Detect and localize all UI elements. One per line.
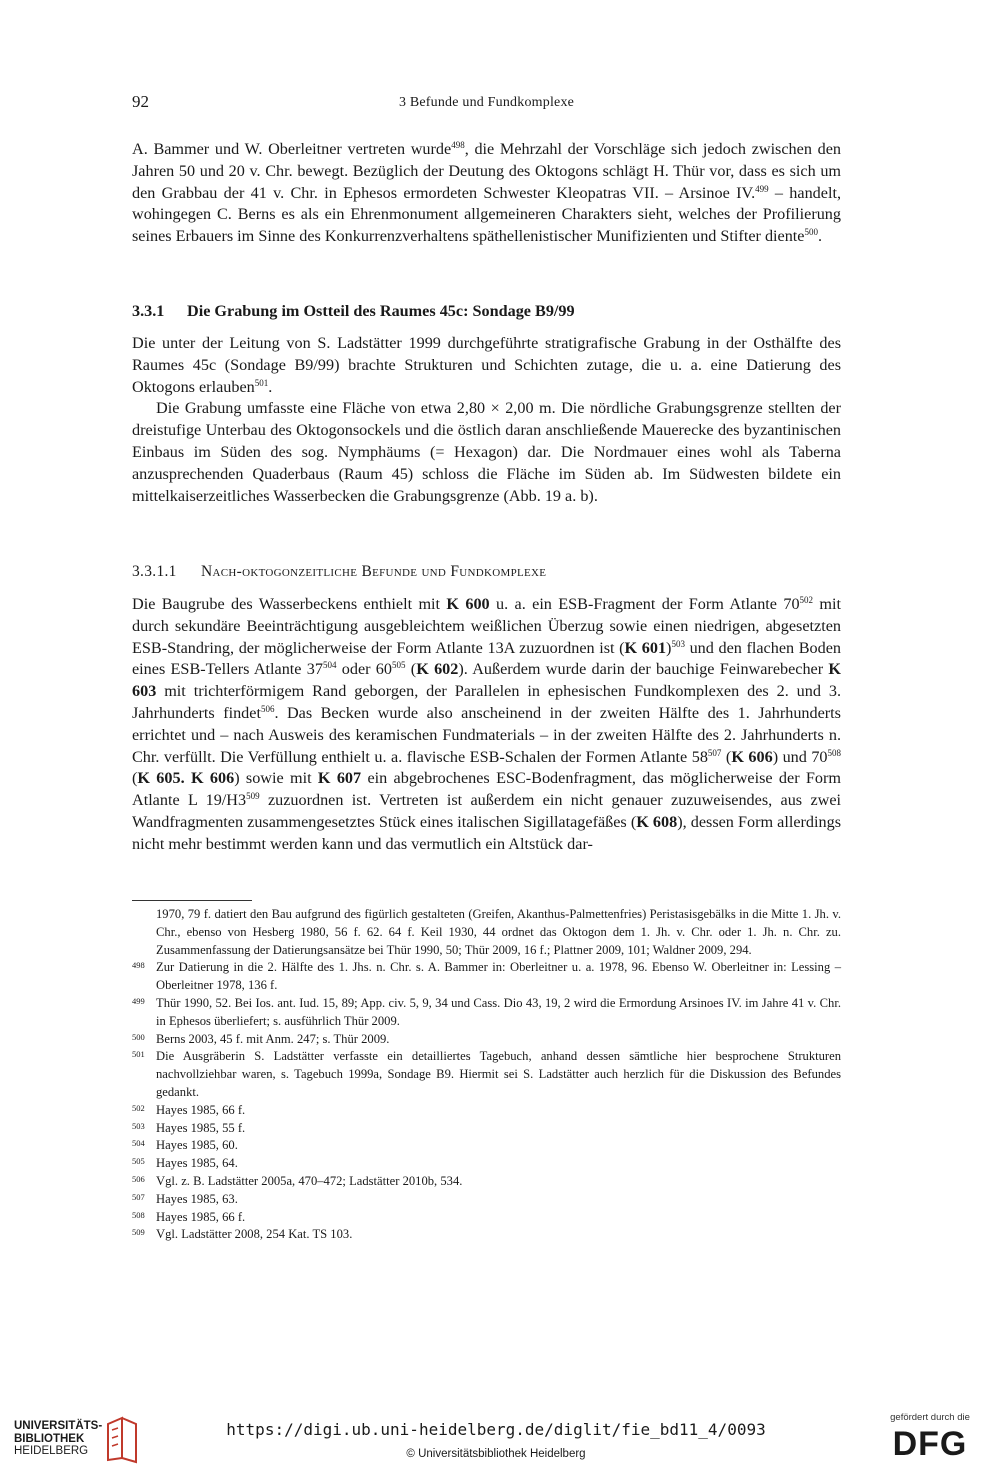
subsection-3-3-1-1-body: Die Baugrube des Wasserbeckens enthielt mit K 600 u. a. ein ESB-Fragment der Form Atlante $70^{502}$ mit durch sekundäre Beeinträchtigung ausgebleichtem weißlichen Überzug sowie einen niedrigen, abgesetzten ESB-Standring, der möglicherweise der Form Atlante 13A zuzuordnen ist (K 601)$^{503}$ und den flachen Boden eines ESB-Tellers Atlante $37^{504}$ oder $60^{505}$ (K 602). Außerdem wurde darin der bauchige Feinwarebecher K 603 mit trichterförmigem Rand geborgen, der Parallelen in ephesischen Fundkomplexen des 2. und 3. Jahrhunderts findet$^{506}$. Das Becken wurde also anscheinend in der zweiten Hälfte des 1. Jahrhunderts errichtet und – nach Ausweis des keramischen Fundmaterials – in der zweiten Hälfte des 2. Jahrhunderts n. Chr. verfüllt. Die Verfüllung enthielt u. a. flavische ESB-Schalen der Formen Atlante $58^{507}$ (K 606) und $70^{508}$ (K 605. K 606) sowie mit K 607 ein abgebrochenes ESC-Bodenfragment, das möglicherweise der Form Atlante L $19/H3^{509}$ zuzuordnen ist. Vertreten ist außerdem ein nicht genauer zuzuweisendes, aus zwei Wandfragmenten zusammengesetztes Stück eines italischen Sigillatagefäßes (K 608), dessen Form allerdings nicht mehr bestimmt werden kann und das vermutlich ein Altstück dar- [132, 595, 842, 853]
section-heading-3-3-1 [132, 302, 841, 321]
footnote-501: 501 Die Ausgräberin S. Ladstätter verfasste ein detailliertes Tagebuch, anhand dessen sämtliche hier besprochene Strukturen nachvollziehbar waren, s. Tagebuch 1999a, Sondage B9. Hiermit sei S. Ladstätter auch herzlich für die Diskussion des Befundes gedankt. [132, 1049, 841, 1099]
footnote-500: 500 Berns 2003, 45 f. mit Anm. 247; s. Thür 2009. [132, 1031, 390, 1046]
running-title: 3 Befunde und Fundkomplexe [398, 95, 575, 110]
footnote-ref[interactable]: 503 [671, 638, 685, 649]
catalogue-ref[interactable]: K 605. [137, 769, 185, 788]
ub-logo-text: UNIVERSITÄTS- BIBLIOTHEK HEIDELBERG [14, 1420, 103, 1457]
subsection-title: Nach-oktogonzeitliche Befunde und Fundkomplexe [201, 563, 547, 580]
section-title: Die Grabung im Ostteil des Raumes 45c: Sondage B9/99 [187, 302, 575, 320]
footnote-508: 508 Hayes 1985, 66 f. [132, 1209, 246, 1224]
footnote-number: 508 [132, 1209, 145, 1220]
catalogue-ref[interactable]: K 607 [317, 769, 362, 788]
footnotes [132, 906, 841, 1244]
footnote-ref[interactable]: 507 [707, 747, 722, 758]
footnote-number: 501 [132, 1049, 145, 1060]
footnote-ref[interactable]: 500 [804, 227, 818, 238]
page-header [132, 92, 841, 116]
footnote-505: 505 Hayes 1985, 64. [132, 1156, 238, 1171]
footnote-number: 503 [132, 1120, 145, 1131]
footnote-498: 498 Zur Datierung in die 2. Hälfte des 1. Jhs. n. Chr. s. A. Bammer in: Oberleitner u. a. 1978, 96. Ebenso W. Oberleitner in: Lessing – Oberleitner 1978, 136 f. [132, 960, 841, 993]
footnote-ref[interactable]: 508 [827, 747, 842, 758]
page-url-link[interactable]: https://digi.ub.uni-heidelberg.de/diglit/fie_bd11_4/0093 [226, 1420, 766, 1439]
footnote-ref[interactable]: 501 [254, 377, 269, 388]
footnote-506: 506 Vgl. z. B. Ladstätter 2005a, 470–472; Ladstätter 2010b, 534. [132, 1173, 463, 1188]
footnote-499: 499 Thür 1990, 52. Bei Ios. ant. Iud. 15, 89; App. civ. 5, 9, 34 und Cass. Dio 43, 19, 2 wird die Ermordung Arsinoes IV. im Jahre 41 v. Chr. in Ephesos überliefert; s. ausführlich Thür 2009. [132, 995, 841, 1028]
footnote-number: 498 [132, 960, 145, 971]
footnote-503: 503 Hayes 1985, 55 f. [132, 1120, 246, 1135]
footnote-number: 499 [132, 995, 145, 1006]
footnote-ref[interactable]: 499 [755, 183, 769, 194]
footnote-number: 506 [132, 1173, 145, 1184]
footnote-number: 504 [132, 1138, 145, 1149]
footnote-ref[interactable]: 502 [799, 595, 814, 605]
footnote-502: 502 Hayes 1985, 66 f. [132, 1102, 246, 1117]
footnote-ref[interactable]: 498 [451, 140, 465, 150]
section-3-3-1-body: Die unter der Leitung von S. Ladstätter 1999 durchgeführte stratigrafische Grabung in der Osthälfte des Raumes 45c (Sondage B9/99) brachte Strukturen und Schichten zutage, die u. a. eine Datierung des Oktogons erlauben$^{501}$. Die Grabung umfasste eine Fläche von etwa 2,80 × 2,00 m. Die nördliche Grabungsgrenze stellten der dreistufige Unterbau des Oktogonsockels und die östlich daran anschließende Mauerecke des byzantinischen Einbaus im Süden des sog. Nymphäums (= Hexagon) dar. Die Nordmauer eines wohl als Taberna anzusprechenden Quaderbaus (Raum 45) schloss die Fläche im Süden ab. Im Südwesten bildete ein mittelkaiserzeitliches Wasserbecken die Grabungsgrenze (Abb. 19 a. b). [132, 333, 841, 507]
catalogue-ref[interactable]: K 606 [731, 747, 773, 766]
footnote-509: 509 Vgl. Ladstätter 2008, 254 Kat. TS 103. [132, 1227, 353, 1242]
catalogue-ref[interactable]: K 602 [416, 660, 459, 679]
paragraph: Die Grabung umfasste eine Fläche von etwa 2,80 × 2,00 m. Die nördliche Grabungsgrenze stellten der dreistufige Unterbau des Oktogonsockels und die östlich daran anschließende Mauerecke des byzantinischen Einbaus im Süden des sog. Nymphäums (= Hexagon) dar. Die Nordmauer eines wohl als Taberna anzusprechenden Quaderbaus (Raum 45) schloss die Fläche im Süden ab. Im Südwesten bildete ein mittelkaiserzeitliches Wasserbecken die Grabungsgrenze (Abb. 19 a. b). [132, 399, 841, 505]
subsection-number: 3.3.1.1 [132, 563, 177, 580]
copyright-notice: © Universitätsbibliothek Heidelberg [406, 1448, 586, 1460]
footnote-continued: 1970, 79 f. datiert den Bau aufgrund des figürlich gestalteten (Greifen, Akanthus-Palmettenfries) Peristasisgebälks in die Mitte 1. Jh. v. Chr., ebenso von Hesberg 1980, 56 f. 62. 64 f. Keil 1930, 44 ordnet das Oktogon dem 1. Jh. v. Chr. oder 1. Jh. n. Chr. zu. Zusammenfassung der Datierungsansätze bei Thür 1990, 50; Thür 2009, 16 f.; Plattner 2009, 101; Waldner 2009, 294. [156, 907, 841, 957]
catalogue-ref[interactable]: K 603 [132, 660, 842, 701]
footnote-ref[interactable]: 505 [392, 660, 406, 671]
catalogue-ref[interactable]: K 606 [190, 769, 235, 788]
footnote-ref[interactable]: 509 [246, 791, 260, 802]
footnote-number: 505 [132, 1156, 145, 1167]
section-number: 3.3.1 [132, 302, 165, 320]
footnote-507: 507 Hayes 1985, 63. [132, 1191, 238, 1206]
footnote-divider [132, 900, 252, 901]
dfg-wordmark: DFG [892, 1425, 968, 1463]
catalogue-ref[interactable]: K 608 [636, 812, 678, 831]
catalogue-ref[interactable]: K 601 [624, 638, 667, 657]
footnote-ref[interactable]: 506 [260, 703, 275, 714]
footnote-ref[interactable]: 504 [322, 660, 337, 671]
page-number: 92 [132, 92, 149, 111]
footnote-number: 500 [132, 1031, 145, 1042]
footnote-number: 502 [132, 1102, 145, 1113]
footnote-number: 509 [132, 1227, 145, 1238]
footnote-504: 504 Hayes 1985, 60. [132, 1138, 238, 1153]
subsection-heading-3-3-1-1 [132, 563, 841, 581]
dfg-logo[interactable] [882, 1412, 978, 1466]
dfg-caption: gefördert durch die [890, 1412, 970, 1423]
catalogue-ref[interactable]: K 600 [446, 595, 490, 613]
footnote-number: 507 [132, 1191, 145, 1202]
intro-paragraph: A. Bammer und W. Oberleitner vertreten wurde$^{498}$, die Mehrzahl der Vorschläge sich jedoch zwischen den Jahren 50 und 20 v. Chr. bewegt. Bezüglich der Deutung des Oktogons schlägt H. Thür vor, dass es sich um den Grabbau der 41 v. Chr. in Ephesos ermordeten Schwester Kleopatras VII. – Arsinoe IV.$^{499}$ – handelt, wohingegen C. Berns es als ein Ehrenmonument allgemeineren Charakters sieht, welches der Profilierung seines Erbauers im Sinne des Konkurrenzverhaltens späthellenistischer Munifizienten und Stifter diente$^{500}$. [132, 140, 842, 246]
